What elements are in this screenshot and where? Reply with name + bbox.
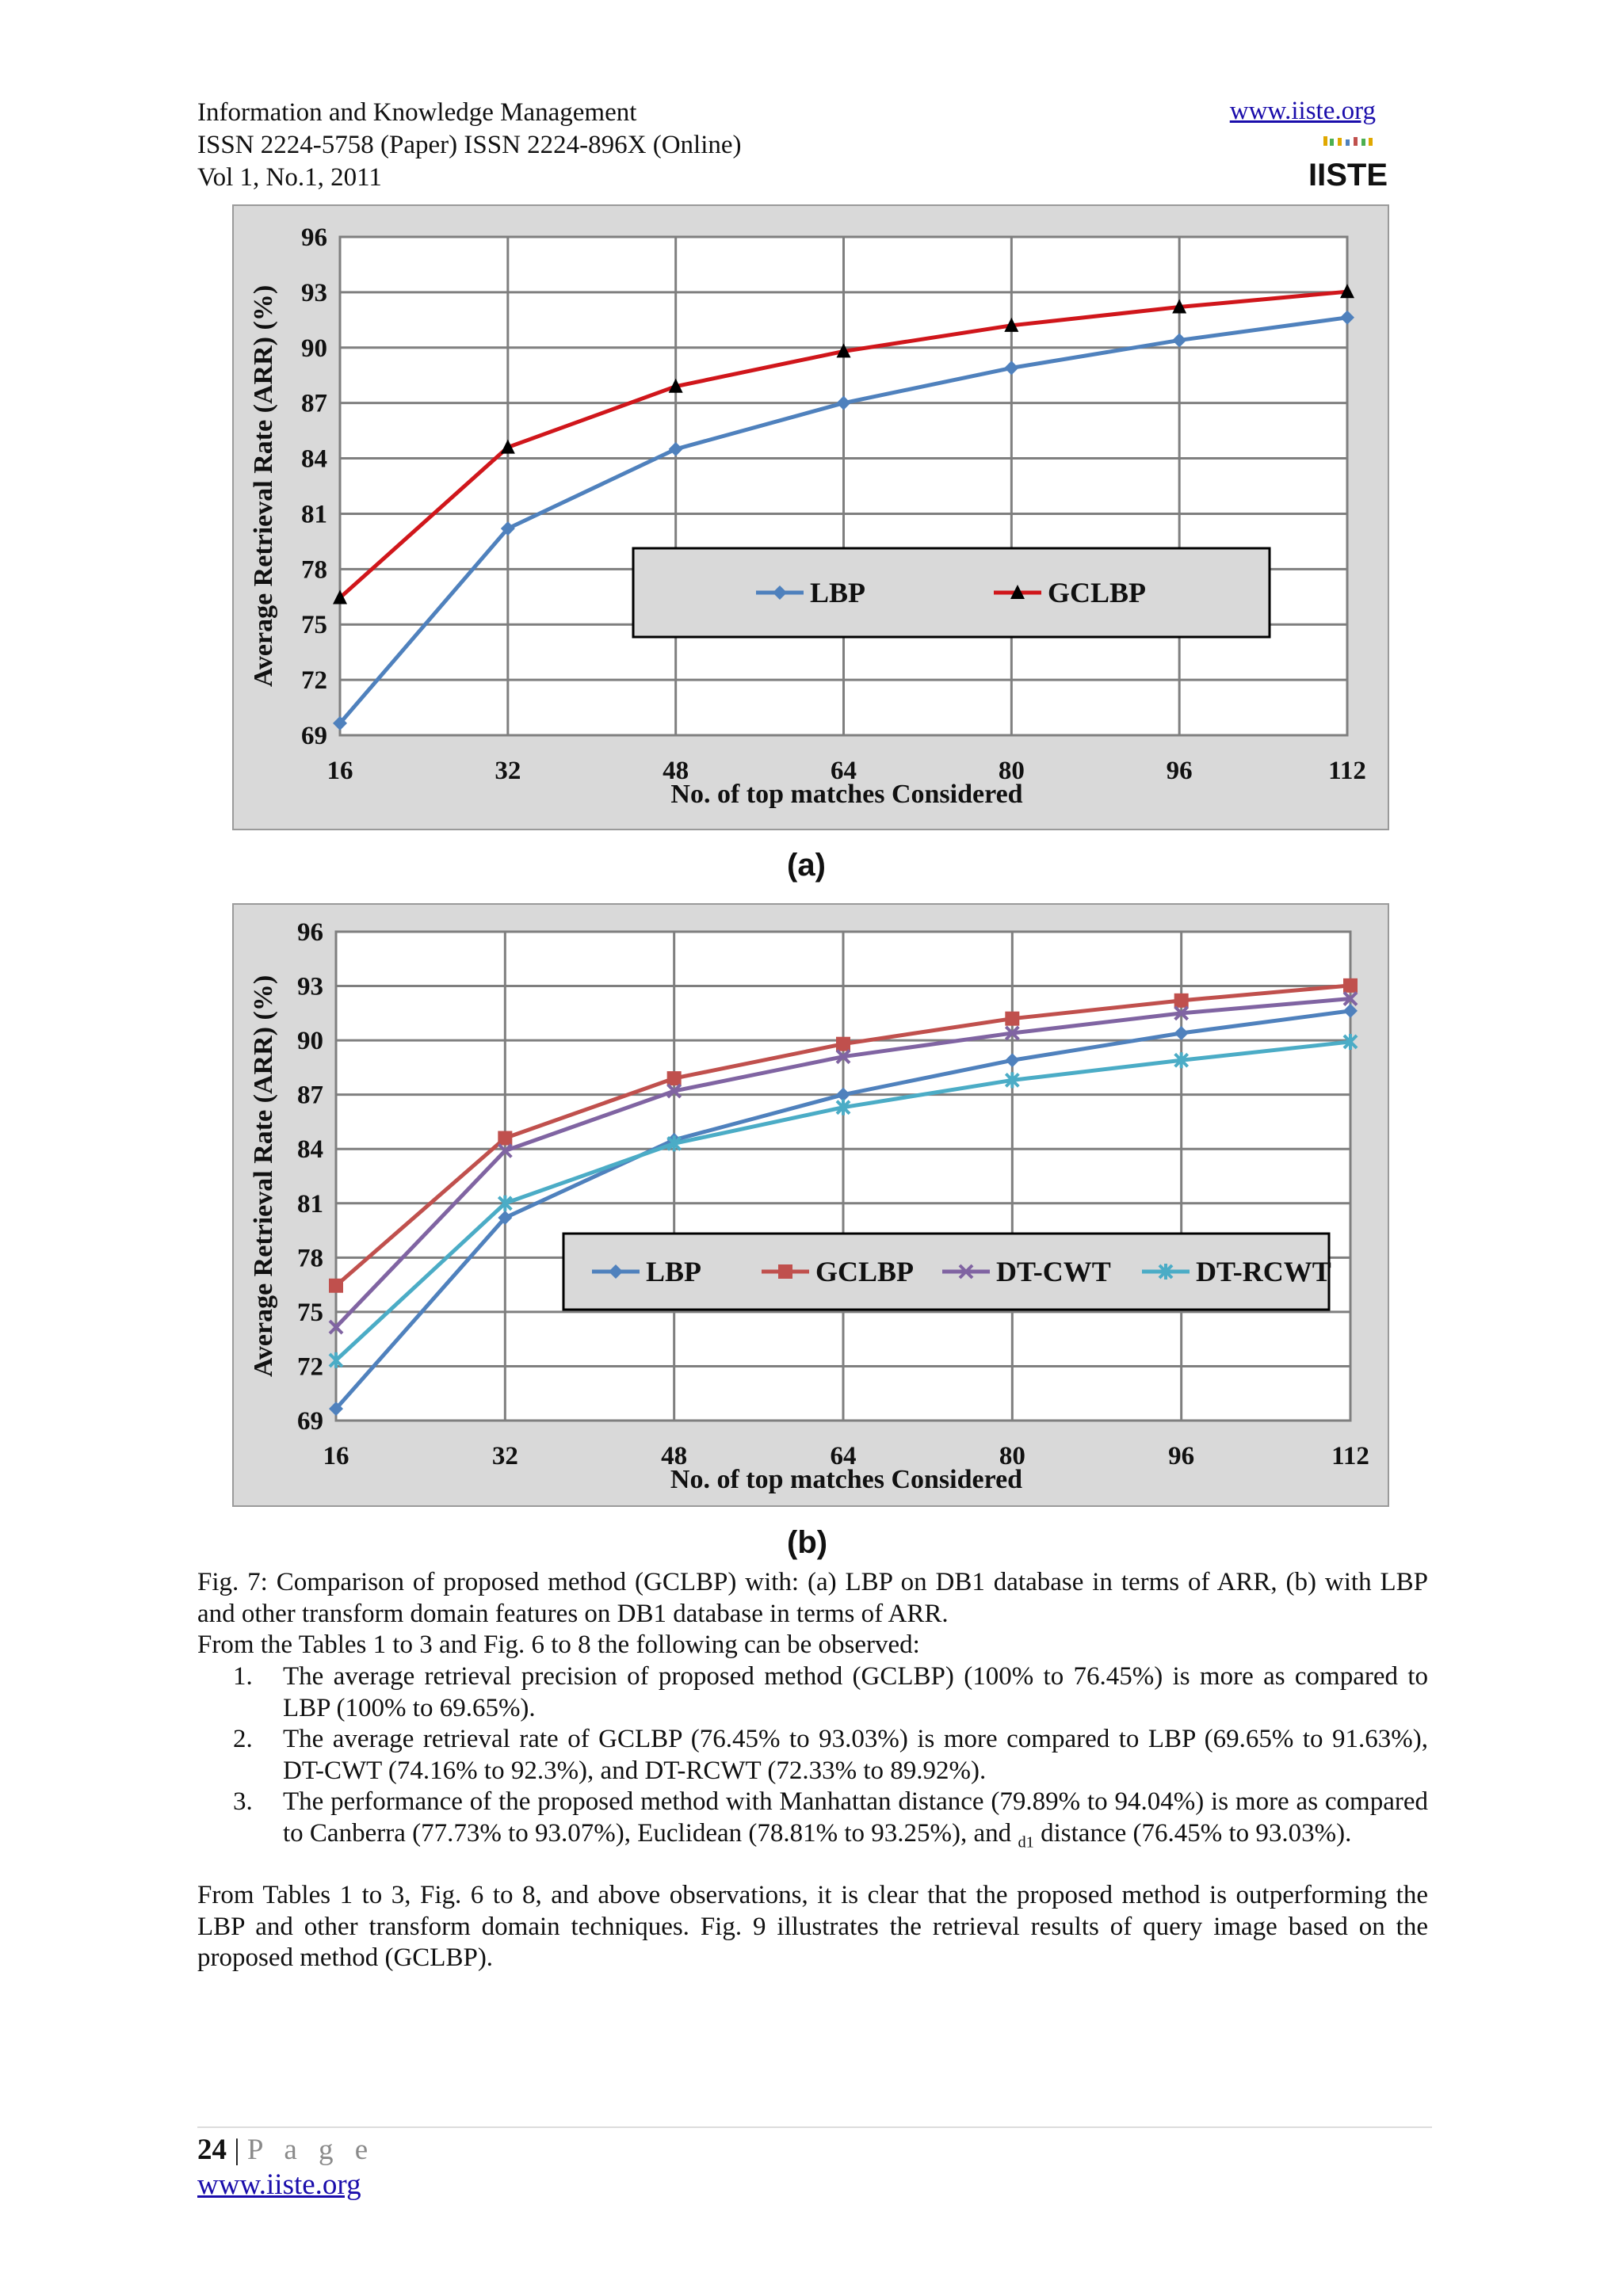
x-tick-label: 48 xyxy=(661,1442,688,1470)
y-tick-label: 90 xyxy=(301,334,327,363)
figure-caption: Fig. 7: Comparison of proposed method (GCLBP) with: (a) LBP on DB1 database in terms of ARR, (b) with LBP and other transform domain features on DB1 database in terms of ARR. xyxy=(197,1568,1428,1628)
data-point-marker xyxy=(1174,994,1189,1008)
x-tick-label: 96 xyxy=(1168,1442,1195,1470)
legend-label: LBP xyxy=(810,577,866,608)
data-point-marker xyxy=(1343,978,1358,993)
observation-text xyxy=(283,1787,1428,1859)
journal-title: Information and Knowledge Management xyxy=(197,98,637,127)
y-tick-label: 93 xyxy=(301,278,327,307)
data-point-marker xyxy=(667,1071,682,1085)
x-tick-label: 112 xyxy=(1331,1442,1369,1470)
legend-label: DT-CWT xyxy=(996,1256,1111,1287)
logo-text: IISTE xyxy=(1308,158,1388,193)
y-tick-label: 87 xyxy=(297,1081,323,1110)
volume-line: Vol 1, No.1, 2011 xyxy=(197,163,382,192)
y-tick-label: 93 xyxy=(297,972,323,1001)
legend-label: LBP xyxy=(646,1256,702,1287)
distance-subscript: d1 xyxy=(1018,1833,1034,1852)
observation-number: 1. xyxy=(233,1662,253,1691)
y-tick-label: 90 xyxy=(297,1027,323,1056)
observation-number: 3. xyxy=(233,1787,253,1816)
observation-text-part: The performance of the proposed method with Manhattan distance (79.89% to 94.04%) is more as compared to Canberra (77.73% to 93.07%), Euclidean (78.81% to 93.25%), and xyxy=(283,1787,1428,1848)
y-tick-label: 72 xyxy=(297,1352,323,1382)
data-point-marker xyxy=(498,1131,512,1146)
chart-b xyxy=(232,903,1389,1507)
x-tick-label: 80 xyxy=(999,1442,1025,1470)
page-word: P a g e xyxy=(246,2134,376,2166)
data-point-marker xyxy=(836,1037,850,1051)
data-point-marker xyxy=(778,1264,792,1279)
data-point-marker xyxy=(1005,1012,1019,1026)
page-number: 24 xyxy=(197,2134,227,2166)
x-tick-label: 32 xyxy=(491,1442,518,1470)
x-tick-label: 32 xyxy=(495,757,521,785)
panel-label-b: (b) xyxy=(787,1525,828,1560)
y-tick-label: 81 xyxy=(297,1189,323,1219)
y-tick-label: 75 xyxy=(301,611,327,640)
y-tick-label: 78 xyxy=(301,555,327,585)
y-tick-label: 78 xyxy=(297,1244,323,1273)
y-tick-label: 81 xyxy=(301,500,327,529)
y-tick-label: 84 xyxy=(297,1135,323,1165)
iiste-logo xyxy=(1308,136,1388,193)
x-axis-label: No. of top matches Considered xyxy=(670,780,1023,809)
y-axis-label: Average Retrieval Rate (ARR) (%) xyxy=(249,974,278,1378)
x-tick-label: 16 xyxy=(327,757,353,785)
footer-divider xyxy=(197,2126,1432,2128)
page-separator: | xyxy=(234,2134,240,2166)
header-url-link[interactable]: www.iiste.org xyxy=(1229,97,1376,125)
x-tick-label: 96 xyxy=(1166,757,1193,785)
y-tick-label: 75 xyxy=(297,1298,323,1327)
observation-number: 2. xyxy=(233,1725,253,1753)
legend-label: DT-RCWT xyxy=(1196,1256,1331,1287)
panel-label-a: (a) xyxy=(787,848,826,883)
data-point-marker xyxy=(329,1279,343,1293)
y-tick-label: 69 xyxy=(301,722,327,750)
observation-text-part: distance (76.45% to 93.03%). xyxy=(1033,1818,1352,1848)
x-tick-label: 64 xyxy=(831,757,857,785)
y-tick-label: 84 xyxy=(301,444,327,474)
y-tick-label: 87 xyxy=(301,389,327,418)
x-tick-label: 80 xyxy=(998,757,1025,785)
y-tick-label: 96 xyxy=(301,223,327,252)
chart-a xyxy=(232,204,1389,830)
y-tick-label: 72 xyxy=(301,666,327,696)
x-tick-label: 64 xyxy=(830,1442,857,1470)
y-tick-label: 96 xyxy=(297,918,323,947)
y-tick-label: 69 xyxy=(297,1407,323,1436)
x-tick-label: 112 xyxy=(1328,757,1366,785)
observation-text: The average retrieval rate of GCLBP (76.45% to 93.03%) is more compared to LBP (69.65% to 91.63%), DT-CWT (74.16% to 92.3%), and DT-RCWT (72.33% to 89.92%). xyxy=(283,1725,1428,1785)
footer-page-number xyxy=(197,2133,375,2167)
issn-line: ISSN 2224-5758 (Paper) ISSN 2224-896X (Online) xyxy=(197,131,742,159)
footer-url-link[interactable]: www.iiste.org xyxy=(197,2168,361,2201)
x-tick-label: 48 xyxy=(663,757,689,785)
legend-label: GCLBP xyxy=(815,1256,915,1287)
legend-box xyxy=(633,548,1270,637)
legend-label: GCLBP xyxy=(1048,577,1147,608)
x-tick-label: 16 xyxy=(323,1442,349,1470)
x-axis-label: No. of top matches Considered xyxy=(670,1465,1023,1494)
y-axis-label: Average Retrieval Rate (ARR) (%) xyxy=(249,284,278,688)
observations-intro: From the Tables 1 to 3 and Fig. 6 to 8 the following can be observed: xyxy=(197,1630,920,1659)
conclusion-paragraph: From Tables 1 to 3, Fig. 6 to 8, and above observations, it is clear that the proposed method is outperforming the LBP and other transform domain techniques. Fig. 9 illustrates the retrieval results of query image based on the proposed method (GCLBP). xyxy=(197,1881,1428,1972)
observation-text: The average retrieval precision of proposed method (GCLBP) (100% to 76.45%) is more as compared to LBP (100% to 69.65%). xyxy=(283,1662,1428,1722)
